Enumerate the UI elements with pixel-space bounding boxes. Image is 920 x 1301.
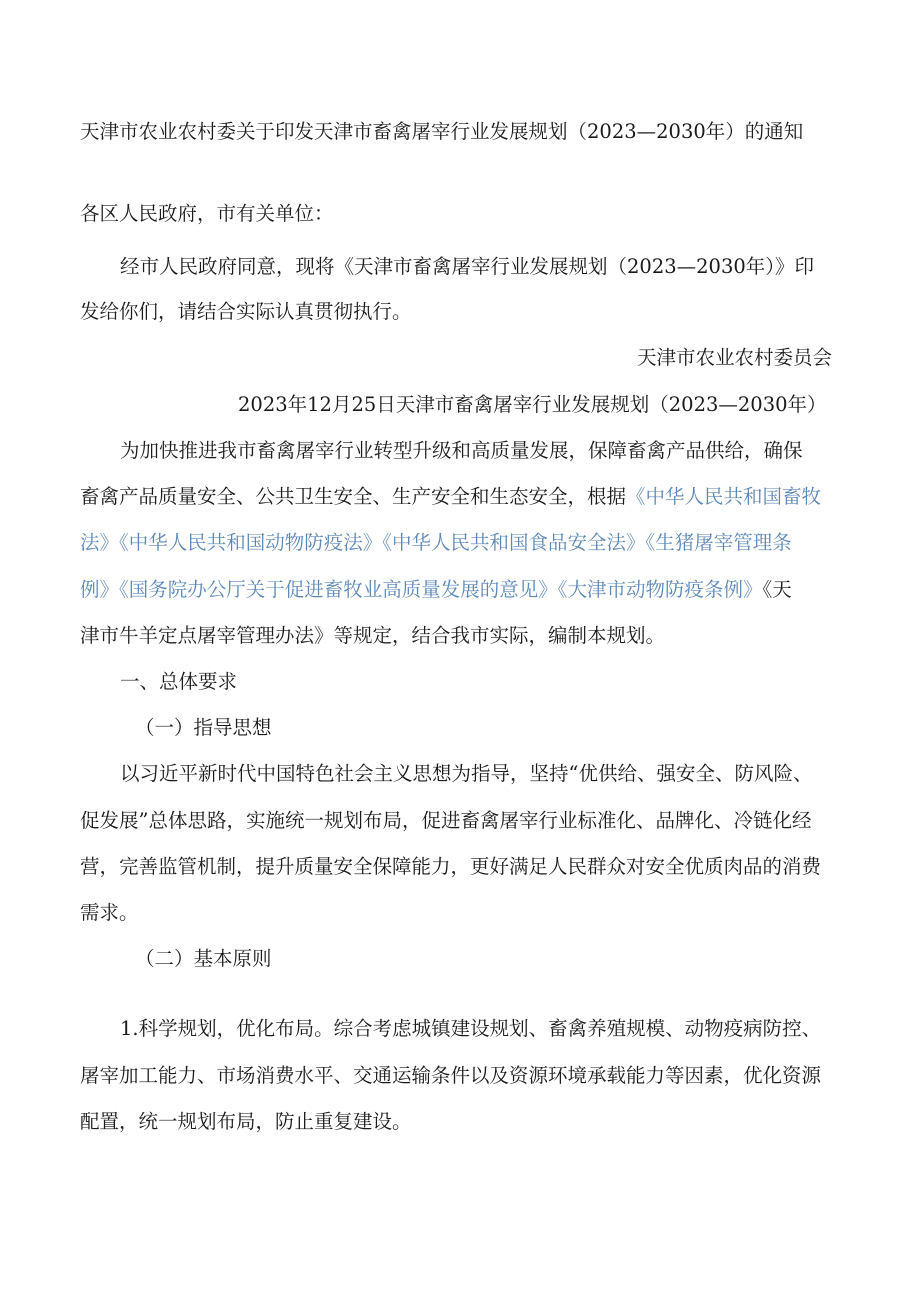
regulation-links-row[interactable]: 例》《国务院办公厅关于促进畜牧业高质量发展的意见》《大津市动物防疫条例》 [80,578,763,601]
dateline: 2023年12月25日天津市畜禽屠宰行业发展规划（2023—2030年） [238,393,827,416]
issuer-signature: 天津市农业农村委员会 [636,346,832,369]
law-link-animal-husbandry[interactable]: 《中华人民共和国畜牧 [626,485,822,508]
paragraph-3-line-2: 促发展”总体思路，实施统一规划布局，促进畜禽屠宰行业标准化、品牌化、冷链化经 [80,809,812,832]
paragraph-4-line-2: 屠宰加工能力、市场消费水平、交通运输条件以及资源环境承载能力等因素，优化资源 [80,1064,822,1087]
section-heading-1-1: （一）指导思想 [135,716,272,739]
salutation: 各区人民政府，市有关单位： [80,202,334,225]
paragraph-2-line-5: 津市牛羊定点屠宰管理办法》等规定，结合我市实际，编制本规划。 [80,624,666,647]
paragraph-3-line-3: 营，完善监管机制，提升质量安全保障能力，更好满足人民群众对安全优质肉品的消费 [80,855,822,878]
document-title: 天津市农业农村委关于印发天津市畜禽屠宰行业发展规划（2023—2030年）的通知 [80,120,804,143]
paragraph-4-line-1: 1.科学规划，优化布局。综合考虑城镇建设规划、畜禽养殖规模、动物疫病防控、 [120,1017,822,1040]
paragraph-2-line-2-text: 畜禽产品质量安全、公共卫生安全、生产安全和生态安全，根据 [80,485,627,508]
paragraph-2-line-2 [80,482,821,512]
paragraph-2-line-1: 为加快推进我市畜禽屠宰行业转型升级和高质量发展，保障畜禽产品供给，确保 [120,439,803,462]
paragraph-4-line-3: 配置，统一规划布局，防止重复建设。 [80,1110,412,1133]
paragraph-1-line-1: 经市人民政府同意，现将《天津市畜禽屠宰行业发展规划（2023—2030年）》印 [120,255,815,278]
paragraph-3-line-4: 需求。 [80,901,139,924]
paragraph-2-line-4-text: 《天 [762,578,792,601]
paragraph-3-line-1: 以习近平新时代中国特色社会主义思想为指导，坚持“优供给、强安全、防风险、 [120,762,813,785]
paragraph-1-line-2: 发给你们，请结合实际认真贯彻执行。 [80,300,412,323]
paragraph-2-line-4 [80,575,792,605]
paragraph-2-line-3 [80,528,792,558]
section-heading-1: 一、总体要求 [120,670,238,693]
law-links-row[interactable]: 法》《中华人民共和国动物防疫法》《中华人民共和国食品安全法》《生猪屠宰管理条 [80,531,792,554]
section-heading-1-2: （二）基本原则 [135,947,272,970]
